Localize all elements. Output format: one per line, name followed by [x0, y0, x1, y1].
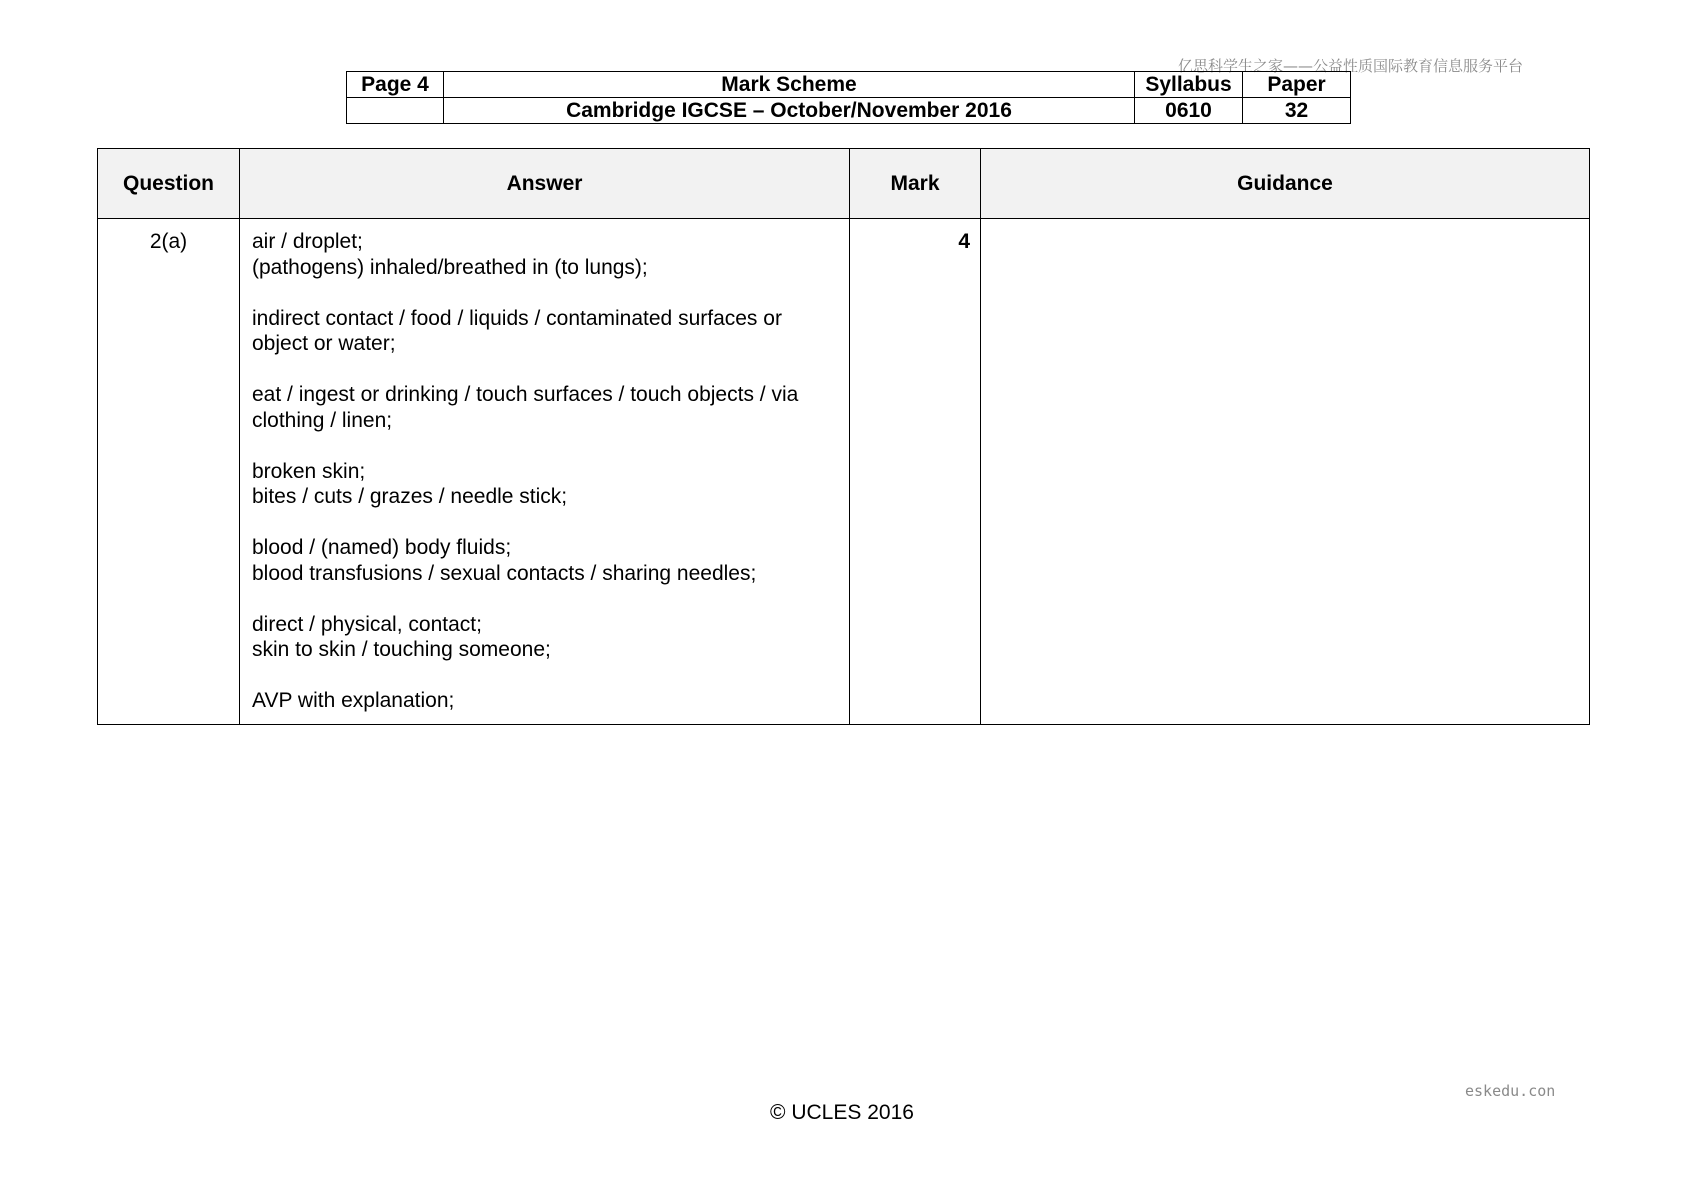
answer-line: bites / cuts / grazes / needle stick;: [252, 485, 568, 508]
answer-group: [252, 688, 839, 714]
page-number-blank: [347, 98, 444, 124]
mark-column-header: Mark: [850, 149, 981, 219]
answer-line: (pathogens) inhaled/breathed in (to lungs);: [252, 255, 648, 279]
mark-value: 4: [850, 219, 981, 725]
answer-line: AVP with explanation;: [252, 689, 455, 712]
answer-line: air / droplet;: [252, 230, 363, 253]
answer-column-header: Answer: [240, 149, 850, 219]
answer-line: indirect contact / food / liquids / contaminated surfaces or: [252, 306, 782, 330]
table-row: [98, 219, 1590, 725]
question-number: 2(a): [98, 219, 240, 725]
answer-cell: [240, 219, 850, 725]
answer-line: direct / physical, contact;: [252, 612, 482, 636]
answer-group: [252, 459, 839, 510]
syllabus-code: 0610: [1135, 98, 1243, 124]
answer-group: [252, 306, 839, 357]
answer-group: [252, 612, 839, 663]
page-number: Page 4: [347, 72, 444, 98]
document-subtitle: Cambridge IGCSE – October/November 2016: [444, 98, 1135, 124]
document-title: Mark Scheme: [444, 72, 1135, 98]
copyright-footer: © UCLES 2016: [770, 1101, 914, 1124]
watermark-text-top: 亿思科学生之家——公益性质国际教育信息服务平台: [1178, 57, 1524, 75]
answer-group: [252, 229, 839, 280]
guidance-cell: [981, 219, 1590, 725]
answer-group: [252, 535, 839, 586]
paper-number: 32: [1243, 98, 1351, 124]
answer-line: clothing / linen;: [252, 408, 393, 432]
answer-line: object or water;: [252, 332, 396, 355]
page-header-table: [346, 71, 1351, 124]
watermark-text-bottom: eskedu.con: [1465, 1082, 1556, 1100]
paper-label: Paper: [1243, 72, 1351, 98]
answer-line: broken skin;: [252, 459, 366, 483]
answer-group: [252, 382, 839, 433]
table-header-row: [98, 149, 1590, 219]
answer-line: blood transfusions / sexual contacts / sharing needles;: [252, 561, 757, 585]
mark-scheme-table: [97, 148, 1590, 725]
guidance-column-header: Guidance: [981, 149, 1590, 219]
question-column-header: Question: [98, 149, 240, 219]
answer-line: eat / ingest or drinking / touch surfaces / touch objects / via: [252, 383, 799, 406]
answer-line: blood / (named) body fluids;: [252, 536, 512, 559]
syllabus-label: Syllabus: [1135, 72, 1243, 98]
answer-line: skin to skin / touching someone;: [252, 638, 551, 661]
